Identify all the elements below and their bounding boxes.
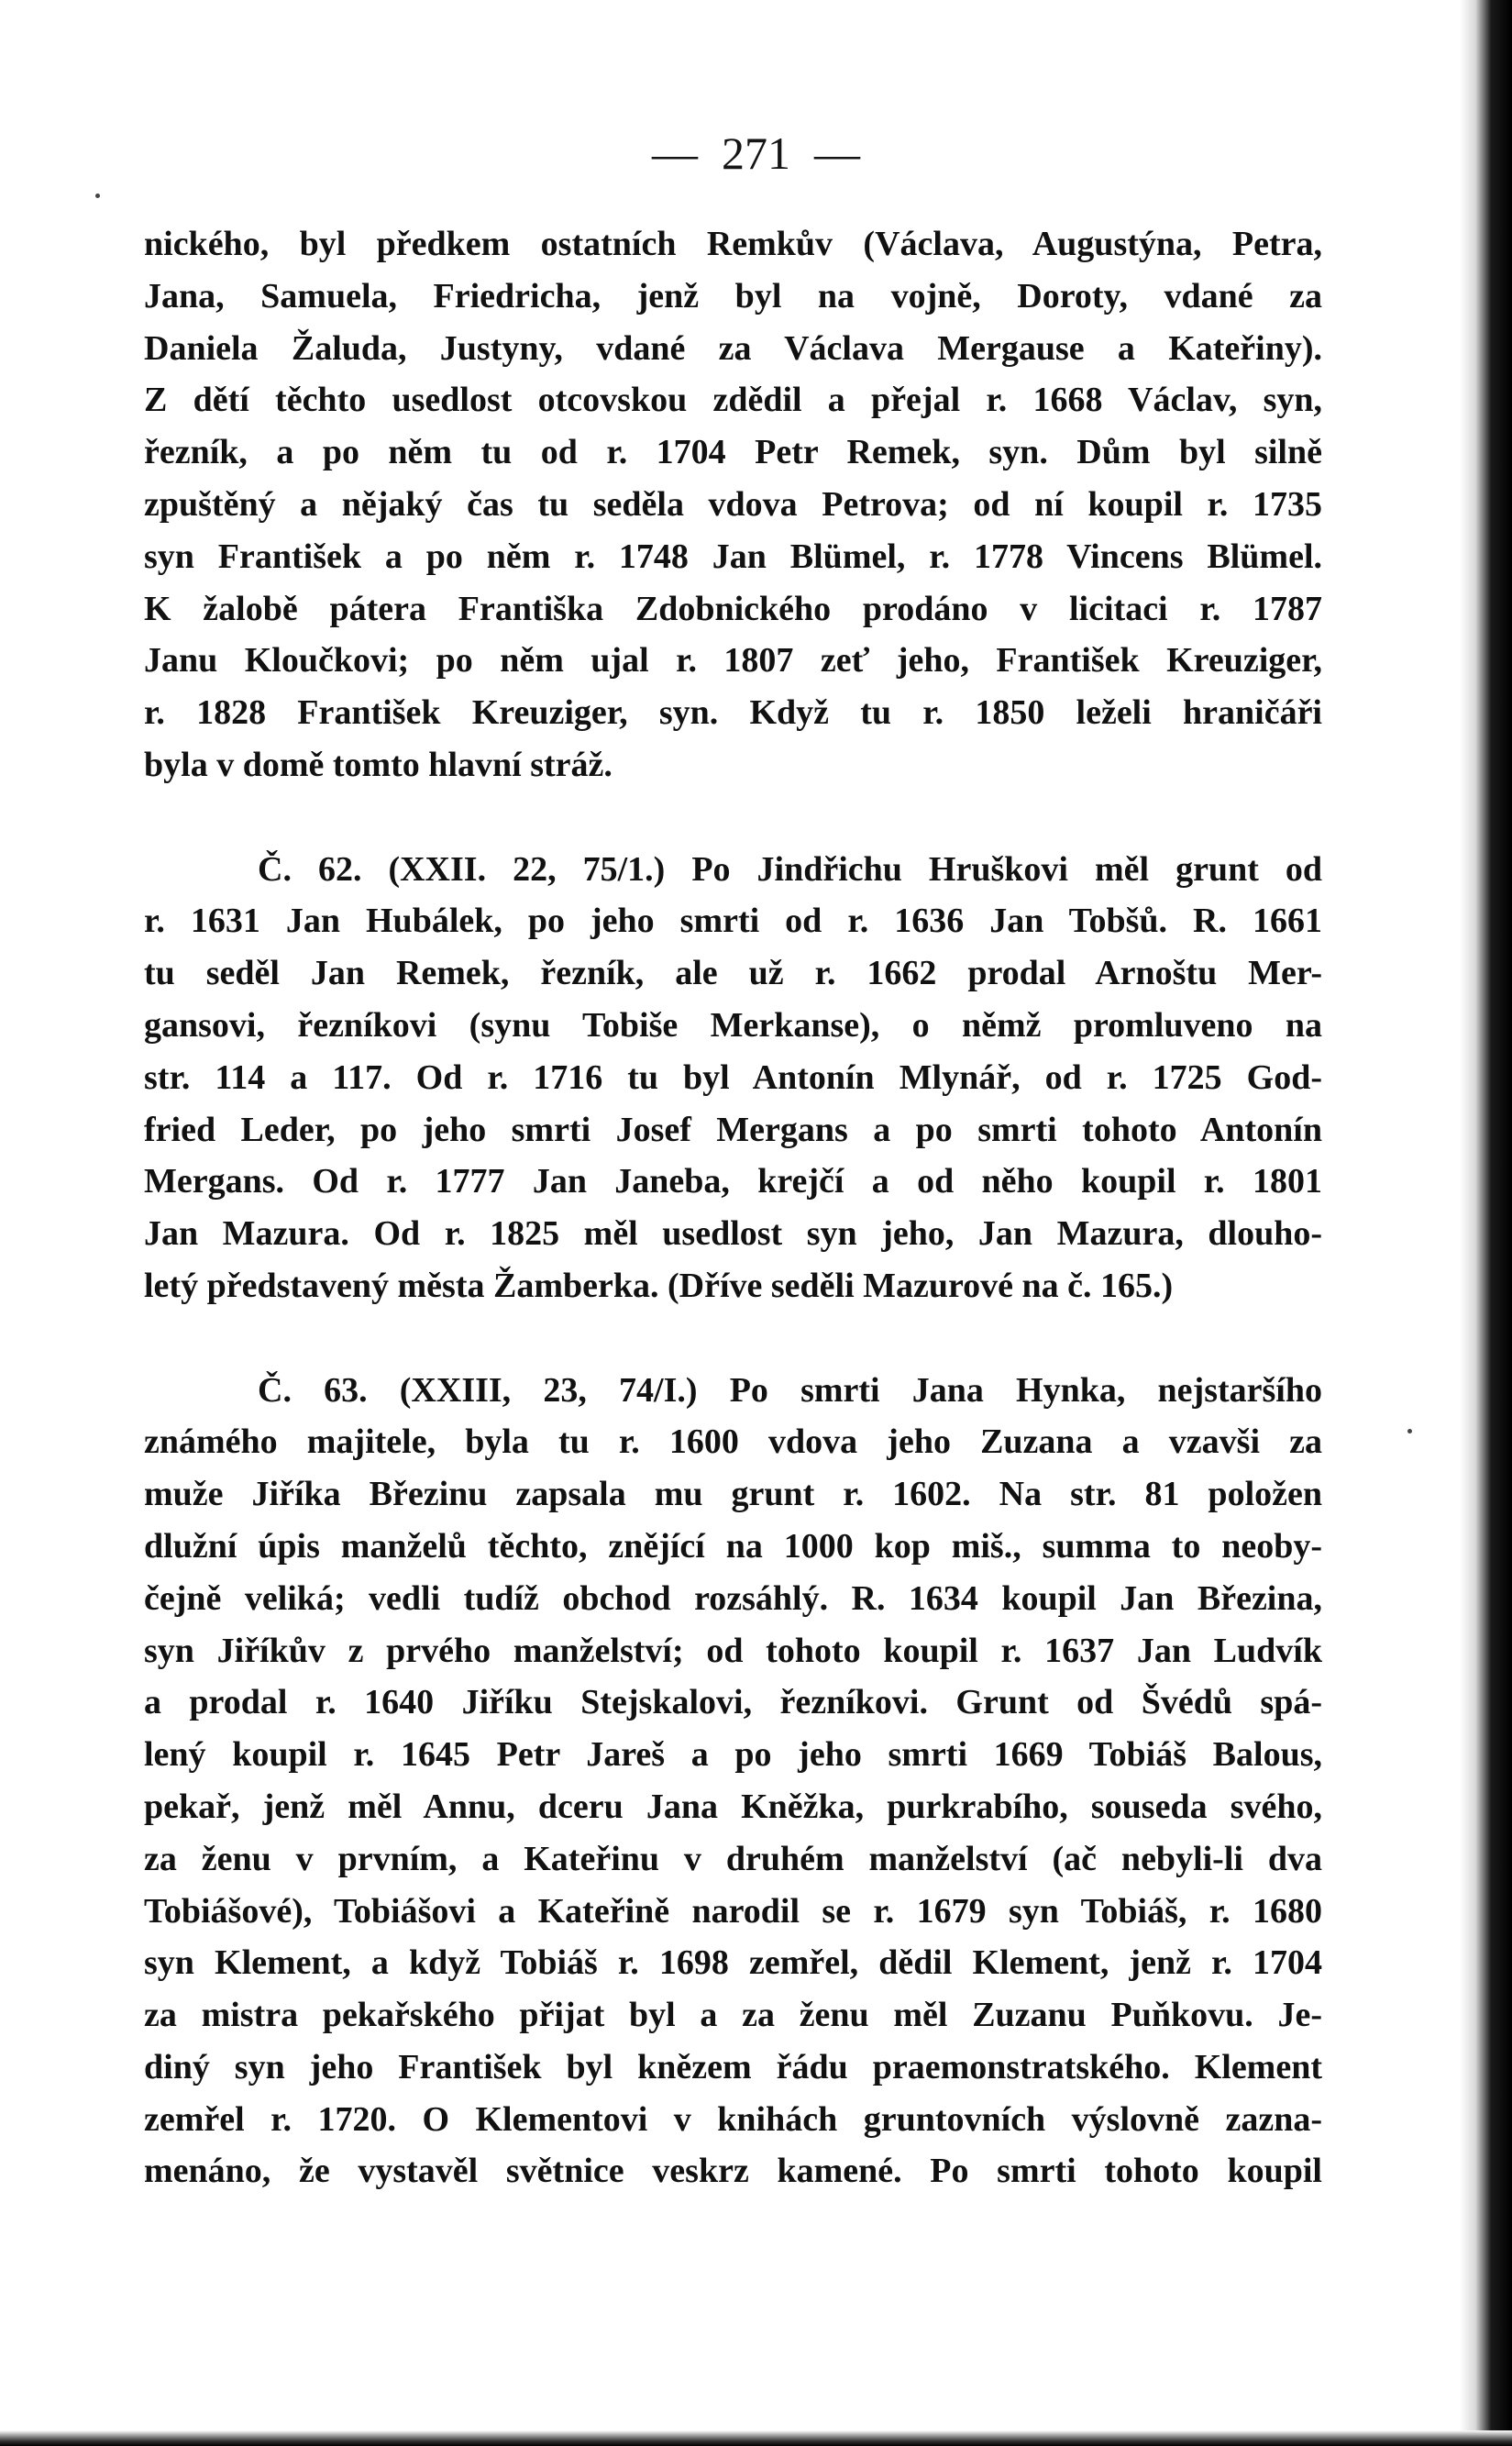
text-line: Janu Kloučkovi; po něm ujal r. 1807 zeť jeho, František Kreuziger,	[144, 641, 1322, 681]
text-line: známého majitele, byla tu r. 1600 vdova jeho Zuzana a vzavši za	[144, 1422, 1322, 1462]
paragraph-gap	[144, 1312, 1322, 1365]
text-line: r. 1631 Jan Hubálek, po jeho smrti od r. 1636 Jan Tobšů. R. 1661	[144, 902, 1322, 941]
paragraph-remek-house	[144, 218, 1322, 791]
text-line: tu seděl Jan Remek, řezník, ale už r. 1662 prodal Arnoštu Mer-	[144, 954, 1322, 993]
text-line: Z dětí těchto usedlost otcovskou zdědil a přejal r. 1668 Václav, syn,	[144, 381, 1322, 420]
text-line: Č. 62. (XXII. 22, 75/1.) Po Jindřichu Hruškovi měl grunt od	[258, 849, 1322, 889]
text-line: syn František a po něm r. 1748 Jan Blümel, r. 1778 Vincens Blümel.	[144, 537, 1322, 576]
paragraph-house-63	[144, 1365, 1322, 2198]
text-line: Tobiášové), Tobiášovi a Kateřině narodil se r. 1679 syn Tobiáš, r. 1680	[144, 1891, 1322, 1931]
text-line: byla v domě tomto hlavní stráž.	[144, 745, 613, 784]
text-line: diný syn jeho František byl knězem řádu praemonstratského. Klement	[144, 2047, 1322, 2086]
page-header	[0, 121, 1512, 185]
text-line: Jana, Samuela, Friedricha, jenž byl na vojně, Doroty, vdané za	[144, 276, 1322, 315]
text-line: str. 114 a 117. Od r. 1716 tu byl Antonín Mlynář, od r. 1725 God-	[144, 1057, 1322, 1097]
text-line: pekař, jenž měl Annu, dceru Jana Kněžka, purkrabího, souseda svého,	[144, 1787, 1322, 1826]
paragraph-house-62	[144, 844, 1322, 1312]
text-line: za ženu v prvním, a Kateřinu v druhém manželství (ač nebyli-li dva	[144, 1839, 1322, 1878]
page-edge-shadow-bottom	[0, 2430, 1512, 2446]
header-dash-left: —	[652, 127, 698, 179]
text-line: a prodal r. 1640 Jiříku Stejskalovi, řezníkovi. Grunt od Švédů spá-	[144, 1683, 1322, 1722]
page-edge-shadow-right	[1460, 0, 1512, 2446]
text-line: muže Jiříka Březinu zapsala mu grunt r. 1602. Na str. 81 položen	[144, 1475, 1322, 1514]
text-line: syn Klement, a když Tobiáš r. 1698 zemřel, dědil Klement, jenž r. 1704	[144, 1943, 1322, 1983]
text-line: letý představený města Žamberka. (Dříve seděli Mazurové na č. 165.)	[144, 1266, 1174, 1305]
text-line: Mergans. Od r. 1777 Jan Janeba, krejčí a od něho koupil r. 1801	[144, 1162, 1322, 1201]
header-dash-right: —	[814, 127, 860, 179]
text-line: r. 1828 František Kreuziger, syn. Když tu r. 1850 leželi hraničáři	[144, 693, 1322, 733]
paragraph-gap	[144, 791, 1322, 844]
paper-speck	[95, 194, 100, 198]
body-text	[144, 218, 1322, 2197]
paper-speck	[1407, 1429, 1412, 1433]
text-line: řezník, a po něm tu od r. 1704 Petr Remek, syn. Dům byl silně	[144, 433, 1322, 472]
text-line: nického, byl předkem ostatních Remkův (Václava, Augustýna, Petra,	[144, 225, 1322, 263]
text-line: za mistra pekařského přijat byl a za ženu měl Zuzanu Puňkovu. Je-	[144, 1996, 1322, 2035]
text-line: Jan Mazura. Od r. 1825 měl usedlost syn jeho, Jan Mazura, dlouho-	[144, 1214, 1322, 1254]
text-line: syn Jiříkův z prvého manželství; od tohoto koupil r. 1637 Jan Ludvík	[144, 1631, 1322, 1670]
page-number: 271	[722, 127, 790, 179]
text-line: čejně veliká; vedli tudíž obchod rozsáhlý. R. 1634 koupil Jan Březina,	[144, 1578, 1322, 1618]
text-line: zemřel r. 1720. O Klementovi v knihách gruntovních výslovně zazna-	[144, 2099, 1322, 2139]
text-line: menáno, že vystavěl světnice veskrz kamené. Po smrti tohoto koupil	[144, 2152, 1322, 2191]
text-line: lený koupil r. 1645 Petr Jareš a po jeho smrti 1669 Tobiáš Balous,	[144, 1735, 1322, 1775]
text-line: gansovi, řezníkovi (synu Tobiše Merkanse), o němž promluveno na	[144, 1005, 1322, 1045]
text-line: zpuštěný a nějaký čas tu seděla vdova Petrova; od ní koupil r. 1735	[144, 484, 1322, 524]
text-line: Č. 63. (XXIII, 23, 74/I.) Po smrti Jana Hynka, nejstaršího	[258, 1370, 1322, 1410]
text-line: dlužní úpis manželů těchto, znějící na 1000 kop miš., summa to neoby-	[144, 1526, 1322, 1566]
text-line: Daniela Žaluda, Justyny, vdané za Václava Mergause a Kateřiny).	[144, 328, 1322, 368]
text-line: K žalobě pátera Františka Zdobnického prodáno v licitaci r. 1787	[144, 589, 1322, 628]
text-line: fried Leder, po jeho smrti Josef Mergans a po smrti tohoto Antonín	[144, 1110, 1322, 1149]
